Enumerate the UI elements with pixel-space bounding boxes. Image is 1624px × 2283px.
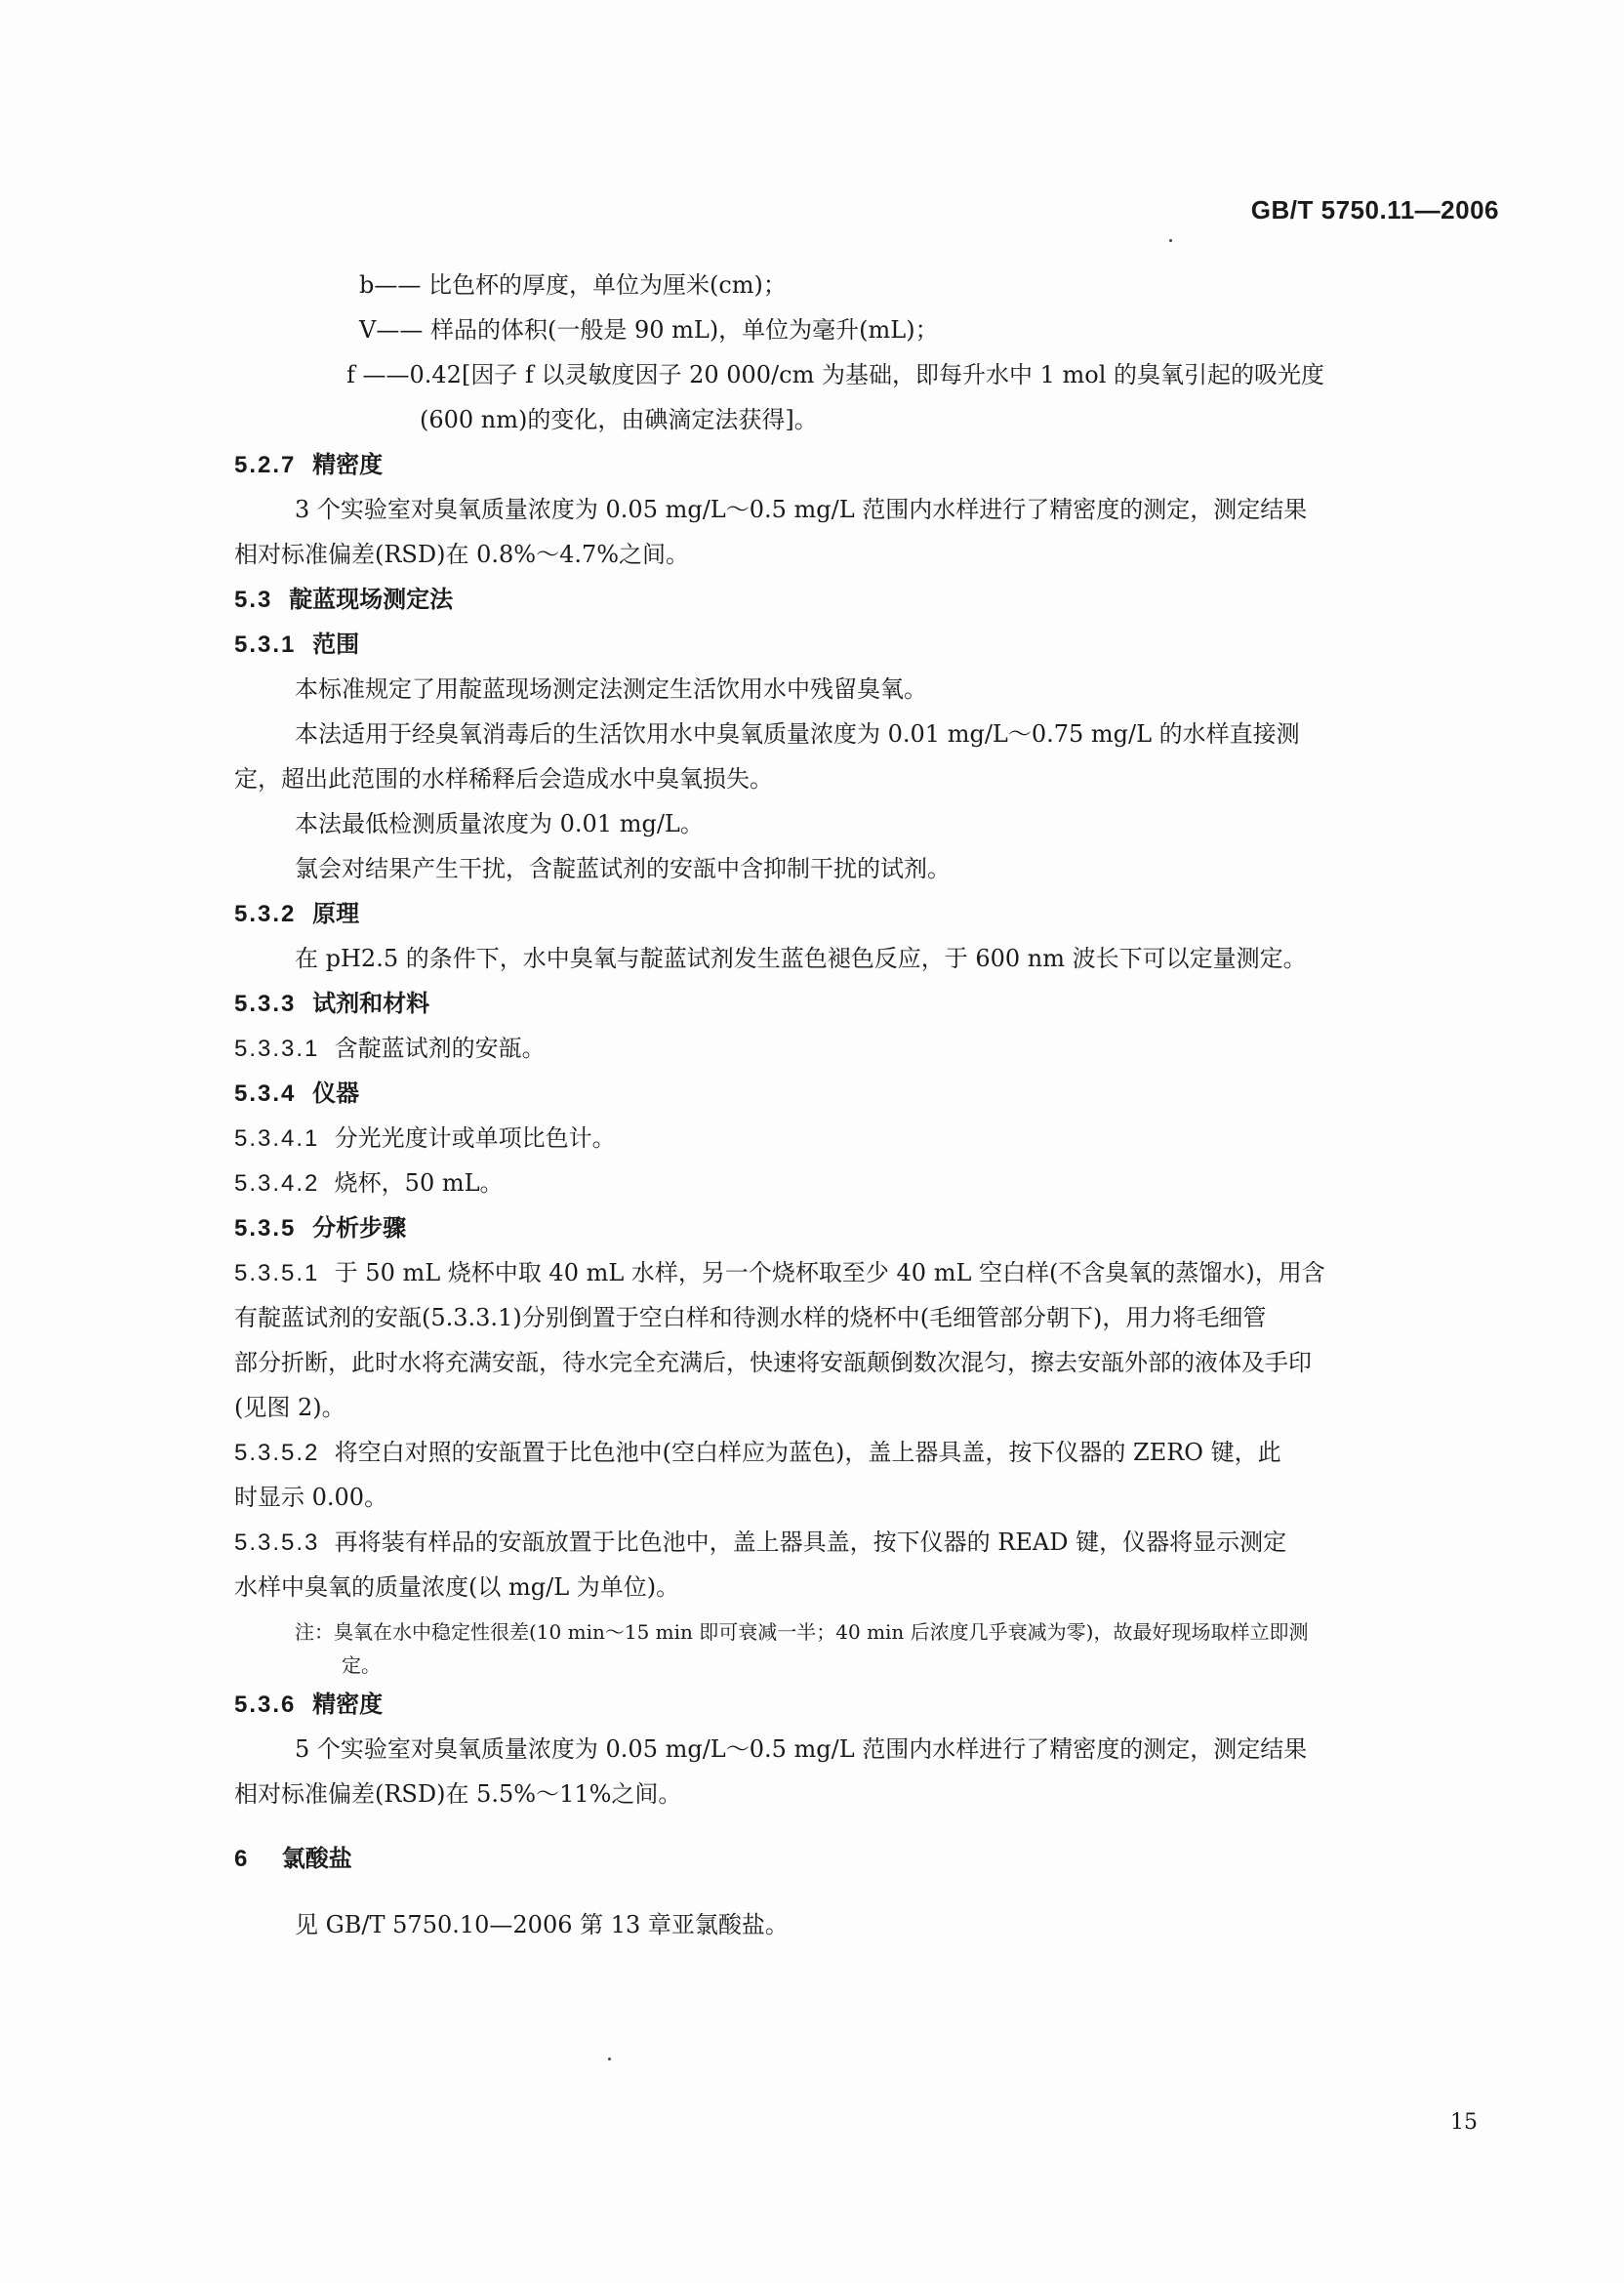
clause-text: 于 50 mL 烧杯中取 40 mL 水样，另一个烧杯取至少 40 mL 空白样(不含臭氧的蒸馏水)，用含 <box>334 1259 1325 1286</box>
paragraph: 有靛蓝试剂的安瓿(5.3.3.1)分别倒置于空白样和待测水样的烧杯中(毛细管部分朝下)，用力将毛细管 <box>234 1304 1267 1331</box>
chapter-6-heading <box>234 1843 352 1875</box>
section-number: 5.3.2 <box>234 901 297 927</box>
paragraph: 本标准规定了用靛蓝现场测定法测定生活饮用水中残留臭氧。 <box>295 675 927 703</box>
standard-code-header: GB/T 5750.11—2006 <box>1250 195 1499 224</box>
clause-text: 将空白对照的安瓿置于比色池中(空白样应为蓝色)，盖上器具盖，按下仪器的 ZERO 键，此 <box>334 1439 1281 1466</box>
section-5-3-2-heading <box>234 898 359 930</box>
clause-5-3-5-3 <box>234 1527 1286 1559</box>
clause-5-3-4-1 <box>234 1122 616 1155</box>
section-5-3-3-heading <box>234 988 429 1020</box>
paragraph: 本法最低检测质量浓度为 0.01 mg/L。 <box>295 810 704 837</box>
chapter-number: 6 <box>234 1846 250 1872</box>
clause-number: 5.3.5.1 <box>234 1260 320 1286</box>
section-5-3-heading <box>234 584 453 616</box>
section-number: 5.3.1 <box>234 632 297 658</box>
paragraph: 部分折断，此时水将充满安瓿，待水完全充满后，快速将安瓿颠倒数次混匀，擦去安瓿外部的液体及手印 <box>234 1349 1312 1376</box>
note-line2: 定。 <box>342 1653 381 1677</box>
section-number: 5.3.4 <box>234 1080 297 1107</box>
clause-text: 含靛蓝试剂的安瓿。 <box>334 1035 546 1062</box>
paragraph: 3 个实验室对臭氧质量浓度为 0.05 mg/L～0.5 mg/L 范围内水样进行了精密度的测定，测定结果 <box>295 496 1308 523</box>
section-number: 5.2.7 <box>234 452 297 478</box>
clause-5-3-5-1 <box>234 1257 1325 1289</box>
definition-v: V—— 样品的体积(一般是 90 mL)，单位为毫升(mL)； <box>359 316 939 344</box>
scan-speck <box>1169 239 1172 242</box>
section-title: 靛蓝现场测定法 <box>289 585 454 613</box>
definition-f-line1: f ——0.42[因子 f 以灵敏度因子 20 000/cm 为基础，即每升水中 1 mol 的臭氧引起的吸光度 <box>346 361 1325 388</box>
paragraph: 定，超出此范围的水样稀释后会造成水中臭氧损失。 <box>234 765 773 793</box>
section-number: 5.3.5 <box>234 1215 297 1242</box>
clause-text: 烧杯，50 mL。 <box>334 1169 504 1197</box>
section-title: 范围 <box>312 630 360 658</box>
paragraph: 见 GB/T 5750.10—2006 第 13 章亚氯酸盐。 <box>295 1911 789 1938</box>
clause-5-3-4-2 <box>234 1167 504 1200</box>
section-5-2-7-heading <box>234 449 383 481</box>
scan-speck <box>608 2058 611 2060</box>
clause-number: 5.3.3.1 <box>234 1036 320 1062</box>
section-5-3-6-heading <box>234 1689 383 1721</box>
section-title: 精密度 <box>312 1690 384 1718</box>
definition-f-line2: (600 nm)的变化，由碘滴定法获得]。 <box>420 406 818 433</box>
section-title: 分析步骤 <box>312 1213 407 1242</box>
definition-b: b—— 比色杯的厚度，单位为厘米(cm)； <box>359 271 787 299</box>
clause-number: 5.3.5.2 <box>234 1440 320 1466</box>
section-5-3-4-heading <box>234 1078 359 1110</box>
section-title: 仪器 <box>312 1079 360 1107</box>
section-number: 5.3.3 <box>234 991 297 1017</box>
paragraph: 水样中臭氧的质量浓度(以 mg/L 为单位)。 <box>234 1573 680 1601</box>
section-title: 试剂和材料 <box>312 989 430 1017</box>
chapter-title: 氯酸盐 <box>281 1844 352 1872</box>
paragraph: 相对标准偏差(RSD)在 0.8%～4.7%之间。 <box>234 541 690 568</box>
paragraph: 在 pH2.5 的条件下，水中臭氧与靛蓝试剂发生蓝色褪色反应，于 600 nm 波长下可以定量测定。 <box>295 945 1307 972</box>
clause-5-3-5-2 <box>234 1437 1281 1469</box>
paragraph: 氯会对结果产生干扰，含靛蓝试剂的安瓿中含抑制干扰的试剂。 <box>295 855 951 882</box>
paragraph: 相对标准偏差(RSD)在 5.5%～11%之间。 <box>234 1780 682 1808</box>
clause-number: 5.3.4.2 <box>234 1170 320 1197</box>
clause-text: 再将装有样品的安瓿放置于比色池中，盖上器具盖，按下仪器的 READ 键，仪器将显示测定 <box>334 1529 1287 1556</box>
page-number: 15 <box>1450 2110 1478 2135</box>
note-line1: 注：臭氧在水中稳定性很差(10 min～15 min 即可衰减一半；40 min 后浓度几乎衰减为零)，故最好现场取样立即测 <box>295 1620 1309 1644</box>
clause-text: 分光光度计或单项比色计。 <box>334 1124 616 1152</box>
clause-number: 5.3.4.1 <box>234 1125 320 1152</box>
clause-5-3-3-1 <box>234 1033 546 1065</box>
section-title: 精密度 <box>312 450 384 478</box>
paragraph: 时显示 0.00。 <box>234 1484 388 1511</box>
paragraph: 5 个实验室对臭氧质量浓度为 0.05 mg/L～0.5 mg/L 范围内水样进行了精密度的测定，测定结果 <box>295 1735 1308 1763</box>
paragraph: 本法适用于经臭氧消毒后的生活饮用水中臭氧质量浓度为 0.01 mg/L～0.75 mg/L 的水样直接测 <box>295 720 1300 748</box>
section-title: 原理 <box>312 899 360 927</box>
section-5-3-1-heading <box>234 629 359 661</box>
section-5-3-5-heading <box>234 1212 406 1244</box>
clause-number: 5.3.5.3 <box>234 1529 320 1556</box>
section-number: 5.3 <box>234 587 273 613</box>
section-number: 5.3.6 <box>234 1692 297 1718</box>
paragraph: (见图 2)。 <box>234 1394 345 1421</box>
